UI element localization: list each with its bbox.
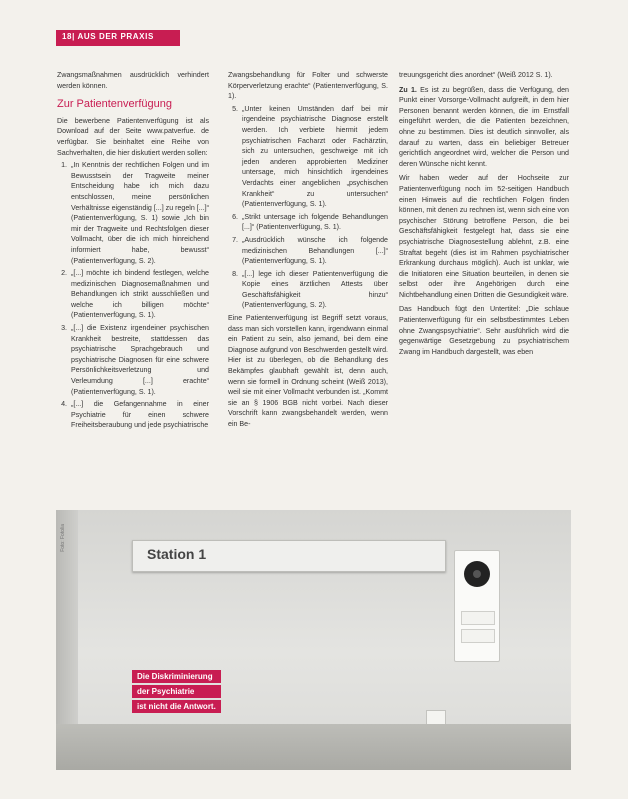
list-item: 4. „[...] die Gefangennahme in einer Psychiatrie für einen schwere Freiheitsberaubung und jede psychiatrische bbox=[69, 399, 209, 431]
section-header bbox=[56, 30, 180, 46]
subheading-patientenverfuegung: Zur Patientenverfügung bbox=[57, 98, 172, 111]
caption-line: ist nicht die Antwort. bbox=[132, 700, 221, 713]
col2-body: Eine Patientenverfügung ist Begriff setzt voraus, dass man sich vorstellen kann, irgendwann einmal ein Patient zu sein, also jemand, bei dem eine Diagnose aufgrund von Beschwerden gestellt wird. Hier ist zu überlegen, ob die Behandlung des Bekämpfes glaubhaft gewählt ist, denn auch, wenn sie formell in Ordnung scheint (Weiß 2013), weil sie mit einer Vollmacht verbunden ist. „Kommt sie an § 1906 BGB nicht vorbei. Nach dieser Vorschrift kann zwangsbehandelt werden, wenn ein Be- bbox=[228, 314, 388, 428]
col1-body: Die bewerbene Patientenverfügung ist als Download auf der Seite www.patverfue. de verfügbar. Sie beinhaltet eine Reihe von Sachverhalten, die hier diskutiert werden sollen: bbox=[57, 116, 209, 157]
col1-list bbox=[57, 160, 209, 431]
intercom-button bbox=[461, 629, 495, 643]
photo-caption bbox=[132, 670, 221, 715]
photo-station-door bbox=[56, 510, 571, 770]
list-item: 3. „[...] die Existenz irgendeiner psychischen Krankheit bestreite, stattdessen das psychiatrische Sprachgebrauch und psychiatrische Diagnosen für eine schwere Persönlichkeitsverletzung und Verleumdung [...] erachte“ (Patientenverfügung, S. 1). bbox=[69, 323, 209, 397]
station-sign bbox=[132, 540, 446, 572]
station-sign-text: Station 1 bbox=[147, 546, 207, 562]
col2-list bbox=[228, 104, 388, 311]
intercom-panel bbox=[454, 550, 500, 662]
list-item: 5. „Unter keinen Umständen darf bei mir irgendeine psychiatrische Diagnose erstellt werden. Ich verbiete hiermit jedem psychiatrischen Facharzt oder Fachärztin, sich zu untersuchen, geschweige mit ich jeden anderen approbierten Mediziner untersage, mich hinsichtlich irgendeines Verdachts einer angeblichen „psychischen Krankheit“ zu untersuchen“ (Patientenverfügung, S. 1). bbox=[240, 104, 388, 210]
col3-p1-text: Es ist zu begrüßen, dass die Verfügung, den Punkt einer Vorsorge-Vollmacht aufgreift, in dem hier Personen benannt werden können, die im Ernstfall eingeführt werden, die die Patienten bezeichnen, ohne zu bestimmen. Dies ist deutlich sinnvoller, als darauf zu warten, dass ein beliebiger Betreuer gerichtlich angeordnet wird, welcher die Person und deren Wünsche nicht kennt. bbox=[399, 85, 569, 168]
col3-paragraph-2: Wir haben weder auf der Hochseite zur Patientenverfügung noch im 52-seitigen Handbuch einen Hinweis auf die rechtlichen Folgen finden können, mit denen zu rechnen ist, wenn sich eine von psychischer Störung betroffene Person, die bei Geschäftsfähigkeit festgelegt hat, dass sie eine psychiatrische Diagnosestellung ablehnt, z.B. eine Straftat begeht (dies ist im Rahmen psychiatrischer Erkrankung durchaus möglich). Auch ist unklar, wie die Initiatoren eine Situation beurteilen, in denen sie selbst oder ihre Angehörigen durch eine Nichtbehandlung einen Dritten die Gesundigkeit wäre. bbox=[399, 174, 569, 299]
list-item: 6. „Strikt untersage ich folgende Behandlungen [...]“ (Patientenverfügung, S. 1). bbox=[240, 212, 388, 233]
column-1 bbox=[57, 70, 209, 433]
caption-line: der Psychiatrie bbox=[132, 685, 221, 698]
caption-line: Die Diskriminierung bbox=[132, 670, 221, 683]
section-header-label: 18| AUS DER PRAXIS bbox=[62, 32, 154, 41]
column-3 bbox=[399, 70, 569, 357]
list-item: 7. „Ausdrücklich wünsche ich folgende medizinischen Behandlungen [...]“ (Patientenverfügung, S. 1). bbox=[240, 235, 388, 267]
col1-intro: Zwangsmaßnahmen ausdrücklich verhindert werden können. bbox=[57, 71, 209, 90]
floor bbox=[56, 724, 571, 770]
col3-lead: treuungsgericht dies anordnet“ (Weiß 2012 S. 1). bbox=[399, 71, 553, 79]
camera-icon bbox=[464, 561, 490, 587]
col2-lead: Zwangsbehandlung für Folter und schwerste Körperverletzung erachte“ (Patientenverfügung, S. 1). bbox=[228, 71, 388, 101]
col3-paragraph-1 bbox=[399, 85, 569, 170]
intercom-button bbox=[461, 611, 495, 625]
photo-credit: Foto: Fotolia bbox=[60, 524, 66, 552]
column-2 bbox=[228, 70, 388, 430]
list-item: 1. „In Kenntnis der rechtlichen Folgen und im Bewusstsein der Tragweite meiner Entscheidung habe ich mich dazu entschlossen, meine persönlichen Verhältnisse eigenständig [...] zu regeln [...]“ (Patientenverfügung, S. 1) sowie „Ich bin mir der Tragweite und Rechtsfolgen dieser Vollmacht, über die ich mich hinreichend informiert habe, bewusst“ (Patientenverfügung, S. 2). bbox=[69, 160, 209, 266]
col3-p1-label: Zu 1. bbox=[399, 85, 417, 94]
list-item: 2. „[...] möchte ich bindend festlegen, welche medizinischen Diagnosemaßnahmen und Behandlungen ich strikt ausschließen und welche ich billigen möchte“ (Patientenverfügung, S. 1). bbox=[69, 268, 209, 321]
list-item: 8. „[...] lege ich dieser Patientenverfügung die Kopie eines ärztlichen Attests über Geschäftsfähigkeit hinzu“ (Patientenverfügung, S. 2). bbox=[240, 269, 388, 311]
col3-paragraph-3: Das Handbuch fügt den Untertitel: „Die schlaue Patientenverfügung für ein selbstbestimmtes Leben ohne Zwangspsychiatrie“. Sehr ausführlich wird die gegenwärtige Gesetzgebung zu psychiatrischem Zwang im Handbuch dargestellt, was eben bbox=[399, 305, 569, 356]
